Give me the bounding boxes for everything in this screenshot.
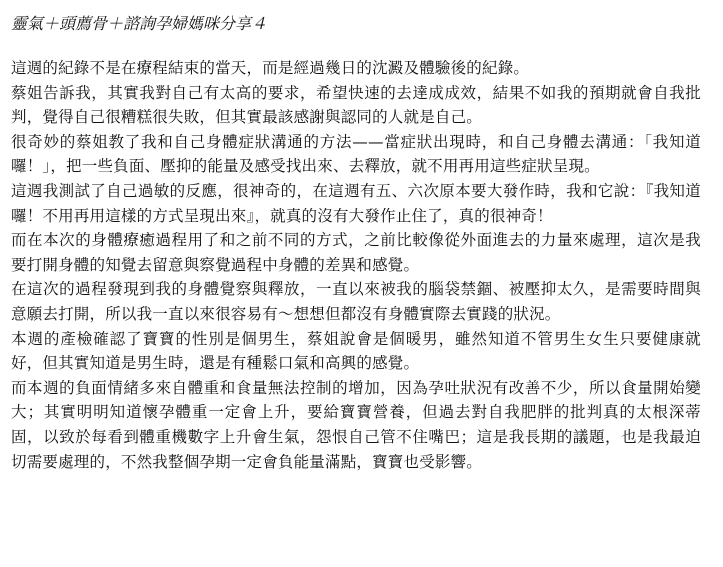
paragraph-2: 蔡姐告訴我，其實我對自己有太高的要求，希望快速的去達成成效，結果不如我的預期就會自我批判，覺得自己很糟糕很失敗，但其實最該感謝與認同的人就是自己。 bbox=[11, 83, 701, 127]
paragraph-6: 在這次的過程發現到我的身體覺察與釋放，一直以來被我的腦袋禁錮、被壓抑太久，是需要時間與意願去打開，所以我一直以來很容易有～想想但都沒有身體實際去實踐的狀況。 bbox=[11, 280, 701, 323]
document-title: 靈氣＋頭薦骨＋諮詢孕婦媽咪分享４ bbox=[11, 14, 268, 33]
paragraph-1: 這週的紀錄不是在療程結束的當天，而是經過幾日的沈澱及體驗後的紀錄。 bbox=[11, 59, 530, 77]
paragraph-7: 本週的產檢確認了寶寶的性別是個男生，蔡姐說會是個暖男，雖然知道不管男生女生只要健康就好，但其實知道是男生時，還是有種鬆口氣和高興的感覺。 bbox=[11, 329, 701, 373]
paragraph-3: 很奇妙的蔡姐教了我和自己身體症狀溝通的方法——當症狀出現時，和自己身體去溝通：「我知道囉！」，把一些負面、壓抑的能量及感受找出來、去釋放，就不用再用這些症狀呈現。 bbox=[11, 132, 701, 176]
paragraph-5: 而在本次的身體療癒過程用了和之前不同的方式，之前比較像從外面進去的力量來處理，這次是我要打開身體的知覺去留意與察覺過程中身體的差異和感覺。 bbox=[11, 231, 701, 274]
paragraph-8: 而本週的負面情緒多來自體重和食量無法控制的增加，因為孕吐狀況有改善不少，所以食量開始變大；其實明明知道懷孕體重一定會上升，要給寶寶營養，但過去對自我肥胖的批判真的太根深蒂固，以致於每看到體重機數字上升會生氣，怨恨自己管不住嘴巴；這是我長期的議題，也是我最迫切需要處理的，不然我整個孕期一定會負能量滿點，寶寶也受影響。 bbox=[11, 378, 701, 471]
document-page bbox=[11, 12, 701, 474]
paragraph-4: 這週我測試了自己過敏的反應，很神奇的，在這週有五、六次原本要大發作時，我和它說：『我知道囉！不用再用這樣的方式呈現出來』，就真的沒有大發作止住了，真的很神奇！ bbox=[11, 181, 701, 225]
